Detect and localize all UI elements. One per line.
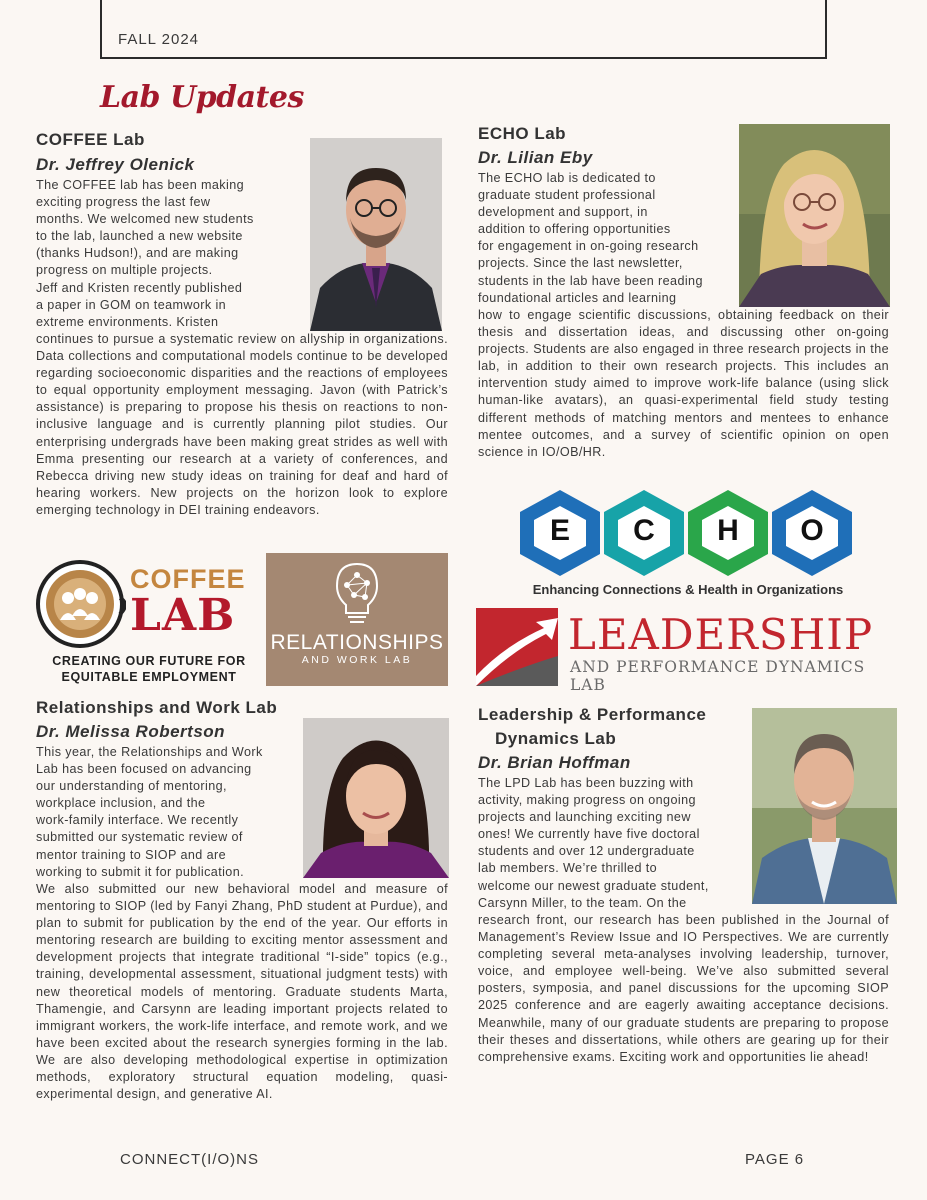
jeffrey-olenick-photo: [310, 138, 442, 331]
text-line: The COFFEE lab has been making: [36, 178, 244, 192]
text-line: lab members. We’re thrilled to: [478, 861, 658, 876]
text-line: projects and launching exciting new: [478, 810, 691, 825]
lpd-pi: Dr. Brian Hoffman: [478, 753, 631, 772]
rwl-logo-word: RELATIONSHIPS: [270, 631, 444, 654]
echo-letter: E: [549, 514, 570, 547]
text-line: Jeff and Kristen recently published: [36, 280, 243, 295]
text-line: projects. Since the last newsletter,: [478, 256, 683, 271]
text-line: (thanks Hudson!), and are making: [36, 246, 239, 261]
text-line: The ECHO lab is dedicated to: [478, 171, 656, 185]
echo-lab-pi: Dr. Lilian Eby: [478, 148, 593, 167]
newsletter-name: CONNECT(I/O)NS: [120, 1151, 259, 1168]
rwl-body: We also submitted our new behavioral model and measure of mentoring to SIOP (led by Fanyi Zhang, PhD student at Purdue), and plan to submit for publication by the end of the year. Our efforts in mentoring research are building to exciting mentor assessment and development projects that integrate traditional “I-side” topics (e.g., training, developmental assessment, situational judgment tests) with new theoretical models of mentoring. Graduate students Marta, Thamengie, and Carsynn are leading important projects related to immigrant workers, the work-life interface, and remote work, and we have been excited about the research synergies forming in the lab. We are also developing methodological expertise in optimization methods, exploratory structural equation modeling, quasi-experimental design, and generative AI.: [36, 882, 448, 1102]
rwl-logo-subword: AND WORK LAB: [301, 654, 413, 666]
coffee-tagline-1: CREATING OUR FUTURE FOR: [52, 654, 246, 668]
rwl-intro: [36, 744, 304, 881]
text-line: our understanding of mentoring,: [36, 779, 227, 794]
echo-tagline: Enhancing Connections & Health in Organizations: [532, 582, 844, 597]
lpd-body: research front, our research has been published in the Journal of Management’s Review Issue and IO Perspectives. We are currently completing several meta-analyses involving leadership, turnover, voice, and employee well-being. We’ve also submitted several posters, symposia, and panel discussions for the upcoming SIOP 2025 conference and are eagerly awaiting acceptance decisions. Meanwhile, many of our graduate students are preparing to propose their theses and dissertations, while others are gearing up for their comprehensive exams. Exciting work and opportunities lie ahead!: [478, 913, 889, 1064]
coffee-lab-title: COFFEE Lab: [36, 130, 145, 149]
coffee-lab-logo: [34, 558, 264, 688]
text-line: students in the lab have been reading: [478, 273, 703, 288]
header-frame: [100, 0, 827, 59]
text-line: activity, making progress on ongoing: [478, 793, 696, 808]
text-line: graduate student professional: [478, 188, 656, 203]
leadership-lab-logo: [474, 606, 896, 694]
text-line: for engagement in on-going research: [478, 239, 699, 254]
text-line: working to submit it for publication.: [36, 864, 244, 879]
text-line: development and support, in: [478, 205, 648, 220]
coffee-cup-icon: [34, 558, 126, 650]
text-line: ones! We currently have five doctoral: [478, 827, 700, 842]
echo-lab-title: ECHO Lab: [478, 124, 567, 143]
upward-arrow-icon: [474, 606, 560, 688]
echo-letter: O: [800, 514, 824, 547]
lab-logo-word: LAB: [130, 590, 236, 641]
coffee-lab-intro: [36, 177, 306, 331]
issue-season: FALL 2024: [118, 31, 200, 48]
text-line: Carsynn Miller, to the team. On the: [478, 895, 687, 910]
rwl-title: Relationships and Work Lab: [36, 698, 278, 717]
text-line: progress on multiple projects.: [36, 263, 213, 278]
brian-hoffman-photo: [752, 708, 897, 904]
lpd-title-line2: Dynamics Lab: [495, 729, 617, 748]
text-line: foundational articles and learning: [478, 290, 677, 305]
text-line: a paper in GOM on teamwork in: [36, 297, 227, 312]
rwl-pi: Dr. Melissa Robertson: [36, 722, 226, 741]
echo-lab-intro: [478, 170, 740, 307]
lightbulb-network-icon: [332, 561, 382, 631]
echo-letter: C: [633, 514, 655, 547]
text-line: addition to offering opportunities: [478, 222, 671, 237]
text-line: mentor training to SIOP and are: [36, 847, 226, 862]
echo-letter: H: [717, 514, 739, 547]
lilian-eby-photo: [739, 124, 890, 307]
echo-lab-body: how to engage scientific discussions, obtaining feedback on their thesis and dissertation ideas, and discussing other on-going projects. Students are also engaged in three research projects in the lab, in addition to their own research projects. This includes an intervention study aimed to improve work-life balance (using slick human-like avatars), an quasi-experimental field study testing different methods of matching mentors and mentees to enhance mentee outcomes, and a survey of scientific opinion on open science in IO/OB/HR.: [478, 308, 889, 459]
page-number: PAGE 6: [745, 1151, 805, 1168]
text-line: months. We welcomed new students: [36, 212, 254, 227]
text-line: extreme environments. Kristen: [36, 314, 219, 329]
text-line: to the lab, launched a new website: [36, 229, 243, 244]
text-line: welcome our newest graduate student,: [478, 878, 709, 893]
coffee-lab-body: continues to pursue a systematic review on allyship in organizations. Data collections and computational models continue to be developed regarding socioeconomic disparities and the reactions of employees to equal opportunity employment messaging. Javon (with Patrick’s assistance) is preparing to propose his thesis on reactions to non-inclusive language and is currently planning pilot studies. Our enterprising undergrads have been making great strides as well with Emma presenting our research at a variety of conferences, and Rebecca driving new study ideas on training for deaf and hard of hearing workers. New projects on the horizon look to explore emerging technology in DEI training endeavors.: [36, 332, 448, 517]
coffee-logo-word: COFFEE: [130, 564, 246, 594]
page-title: Lab Updates: [100, 80, 304, 115]
coffee-tagline-2: EQUITABLE EMPLOYMENT: [61, 670, 237, 684]
leadership-logo-word: LEADERSHIP: [568, 610, 874, 659]
relationships-work-lab-logo: [266, 553, 448, 686]
lpd-intro: [478, 775, 748, 912]
text-line: students and over 12 undergraduate: [478, 844, 695, 859]
melissa-robertson-photo: [303, 718, 449, 878]
coffee-lab-pi: Dr. Jeffrey Olenick: [36, 155, 195, 174]
text-line: workplace inclusion, and the: [36, 796, 206, 811]
text-line: The LPD Lab has been buzzing with: [478, 776, 694, 790]
text-line: Lab has been focused on advancing: [36, 762, 252, 777]
text-line: This year, the Relationships and Work: [36, 745, 263, 759]
lpd-title-line1: Leadership & Performance: [478, 705, 707, 724]
echo-lab-logo: [518, 488, 858, 600]
text-line: work-family interface. We recently: [36, 813, 239, 828]
leadership-logo-subword: AND PERFORMANCE DYNAMICS LAB: [570, 658, 866, 694]
text-line: submitted our systematic review of: [36, 830, 243, 845]
text-line: exciting progress the last few: [36, 195, 211, 210]
